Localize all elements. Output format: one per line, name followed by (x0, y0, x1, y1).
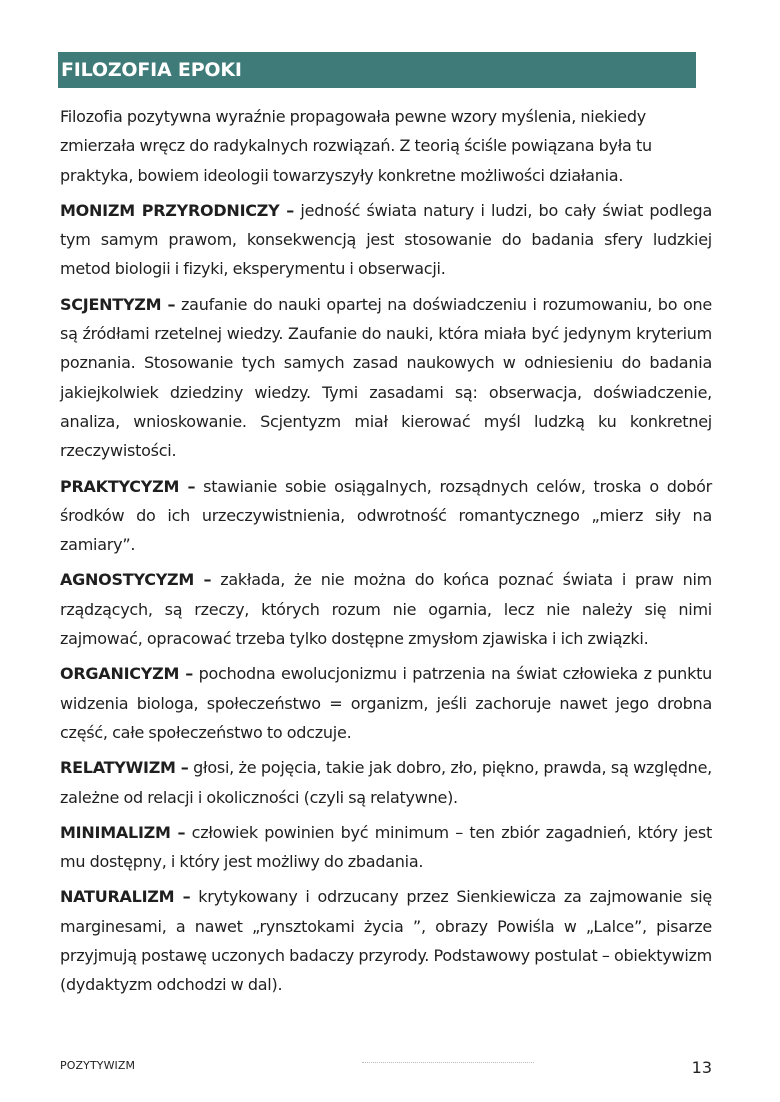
intro-paragraph: Filozofia pozytywna wyraźnie propagowała pewne wzory myślenia, niekiedy zmierzała wręcz do radykalnych rozwiązań. Z teorią ściśle powiązana była tu praktyka, bowiem ideologii towarzyszyły konkretne możliwości działania. (60, 107, 652, 185)
term-label: MINIMALIZM – (60, 822, 186, 842)
term-paragraph-organicyzm (60, 659, 712, 747)
term-definition: zakłada, że nie można do końca poznać świata i praw nim rządzących, są rzeczy, których rozum nie ogarnia, lecz nie należy się nimi zajmować, opracować trzeba tylko dostępne zmysłom zjawiska i ich związki. (60, 570, 712, 649)
term-paragraph-relatywizm (60, 753, 712, 812)
term-paragraph-naturalizm (60, 882, 712, 999)
term-definition: krytykowany i odrzucany przez Sienkiewicza za zajmowanie się marginesami, a nawet „rynsztokami życia ”, obrazy Powiśla w „Lalce”, pisarze przyjmują postawę uczonych badaczy przyrody. Podstawowy postulat – obiektywizm (dydaktyzm odchodzi w dal). (60, 887, 712, 995)
term-definition: głosi, że pojęcia, takie jak dobro, zło, piękno, prawda, są względne, zależne od relacji i okoliczności (czyli są relatywne). (60, 758, 713, 807)
term-definition: stawianie sobie osiągalnych, rozsądnych celów, troska o dobór środków do ich urzeczywistnienia, odwrotność romantycznego „mierz siły na zamiary”. (60, 476, 712, 555)
term-label: AGNOSTYCYZM – (60, 570, 212, 590)
term-label: SCJENTYZM – (60, 294, 176, 314)
term-label: ORGANICYZM – (60, 664, 193, 684)
term-label: NATURALIZM – (60, 887, 191, 907)
footer-dotted-divider (362, 1062, 534, 1063)
running-footer-title: POZYTYWIZM (60, 1059, 136, 1072)
term-label: PRAKTYCYZM – (60, 476, 196, 496)
term-paragraph-praktycyzm (60, 472, 712, 560)
term-definition: człowiek powinien być minimum – ten zbiór zagadnień, który jest mu dostępny, i który jest możliwy do zbadania. (60, 822, 713, 872)
term-definition: zaufanie do nauki opartej na doświadczeniu i rozumowaniu, bo one są źródłami rzetelnej wiedzy. Zaufanie do nauki, która miała być jedynym kryterium poznania. Stosowanie tych samych zasad naukowych w odniesieniu do badania jakiejkolwiek dziedziny wiedzy. Tymi zasadami są: obserwacja, doświadczenie, analiza, wnioskowanie. Scjentyzm miał kierować myśl ludzką ku konkretnej rzeczywistości. (60, 294, 712, 461)
page-content (60, 102, 712, 1006)
term-label: RELATYWIZM – (60, 758, 189, 778)
page-number: 13 (691, 1058, 712, 1077)
term-paragraph-minimalizm (60, 818, 712, 877)
term-definition: jedność świata natury i ludzi, bo cały świat podlega tym samym prawom, konsekwencją jest stosowanie do badania sfery ludzkiej metod biologii i fizyki, eksperymentu i obserwacji. (60, 200, 712, 279)
section-title: FILOZOFIA EPOKI (61, 59, 242, 81)
term-label: MONIZM PRZYRODNICZY – (60, 200, 295, 220)
section-header (58, 52, 696, 88)
term-paragraph-scjentyzm (60, 290, 712, 466)
term-definition: pochodna ewolucjonizmu i patrzenia na świat człowieka z punktu widzenia biologa, społeczeństwo = organizm, jeśli zachoruje nawet jego drobna część, całe społeczeństwo to odczuje. (60, 664, 712, 742)
term-paragraph-monizm (60, 196, 712, 284)
term-paragraph-agnostycyzm (60, 565, 712, 653)
